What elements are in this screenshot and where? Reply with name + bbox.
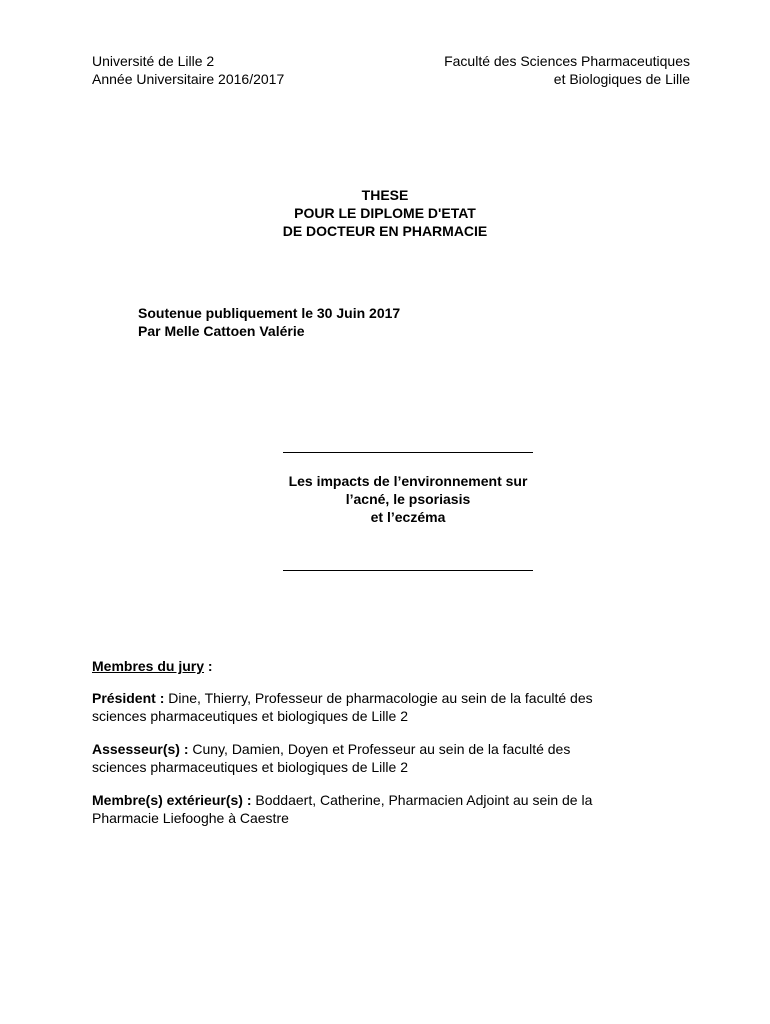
jury-role: Assesseur(s) : bbox=[92, 741, 189, 757]
jury-heading-text: Membres du jury bbox=[92, 658, 205, 674]
title-line-2: POUR LE DIPLOME D'ETAT bbox=[294, 205, 476, 221]
university-name: Université de Lille 2 bbox=[92, 53, 215, 69]
university-header bbox=[92, 52, 284, 88]
jury-member-detail-cont: sciences pharmaceutiques et biologiques de Lille 2 bbox=[92, 708, 408, 724]
faculty-name-line2: et Biologiques de Lille bbox=[553, 71, 690, 87]
faculty-header bbox=[444, 52, 690, 88]
jury-member-detail-cont: Pharmacie Liefooghe à Caestre bbox=[92, 810, 289, 826]
jury-member-assessor bbox=[92, 740, 682, 776]
divider-bottom bbox=[283, 570, 533, 571]
defense-author: Par Melle Cattoen Valérie bbox=[138, 323, 305, 339]
jury-role: Membre(s) extérieur(s) : bbox=[92, 792, 252, 808]
jury-member-detail: Boddaert, Catherine, Pharmacien Adjoint au sein de la bbox=[251, 792, 593, 808]
defense-date: Soutenue publiquement le 30 Juin 2017 bbox=[138, 305, 401, 321]
jury-member-detail-cont: sciences pharmaceutiques et biologiques de Lille 2 bbox=[92, 759, 408, 775]
divider-top bbox=[283, 452, 533, 453]
jury-member-detail: Cuny, Damien, Doyen et Professeur au sein de la faculté des bbox=[188, 741, 571, 757]
title-line-3: DE DOCTEUR EN PHARMACIE bbox=[282, 223, 488, 239]
thesis-title bbox=[0, 186, 770, 240]
defense-info bbox=[138, 304, 400, 340]
jury-member-detail: Dine, Thierry, Professeur de pharmacologie au sein de la faculté des bbox=[164, 690, 593, 706]
academic-year: Année Universitaire 2016/2017 bbox=[92, 71, 285, 87]
subject-line-2: l’acné, le psoriasis bbox=[345, 491, 471, 507]
faculty-name-line1: Faculté des Sciences Pharmaceutiques bbox=[444, 53, 690, 69]
subject-line-3: et l’eczéma bbox=[370, 509, 446, 525]
title-line-1: THESE bbox=[361, 187, 409, 203]
subject-line-1: Les impacts de l’environnement sur bbox=[288, 473, 528, 489]
jury-heading bbox=[92, 657, 213, 675]
jury-member-president bbox=[92, 689, 682, 725]
jury-member-external bbox=[92, 791, 682, 827]
jury-role: Président : bbox=[92, 690, 165, 706]
jury-heading-colon: : bbox=[204, 658, 213, 674]
thesis-subject bbox=[0, 472, 770, 526]
